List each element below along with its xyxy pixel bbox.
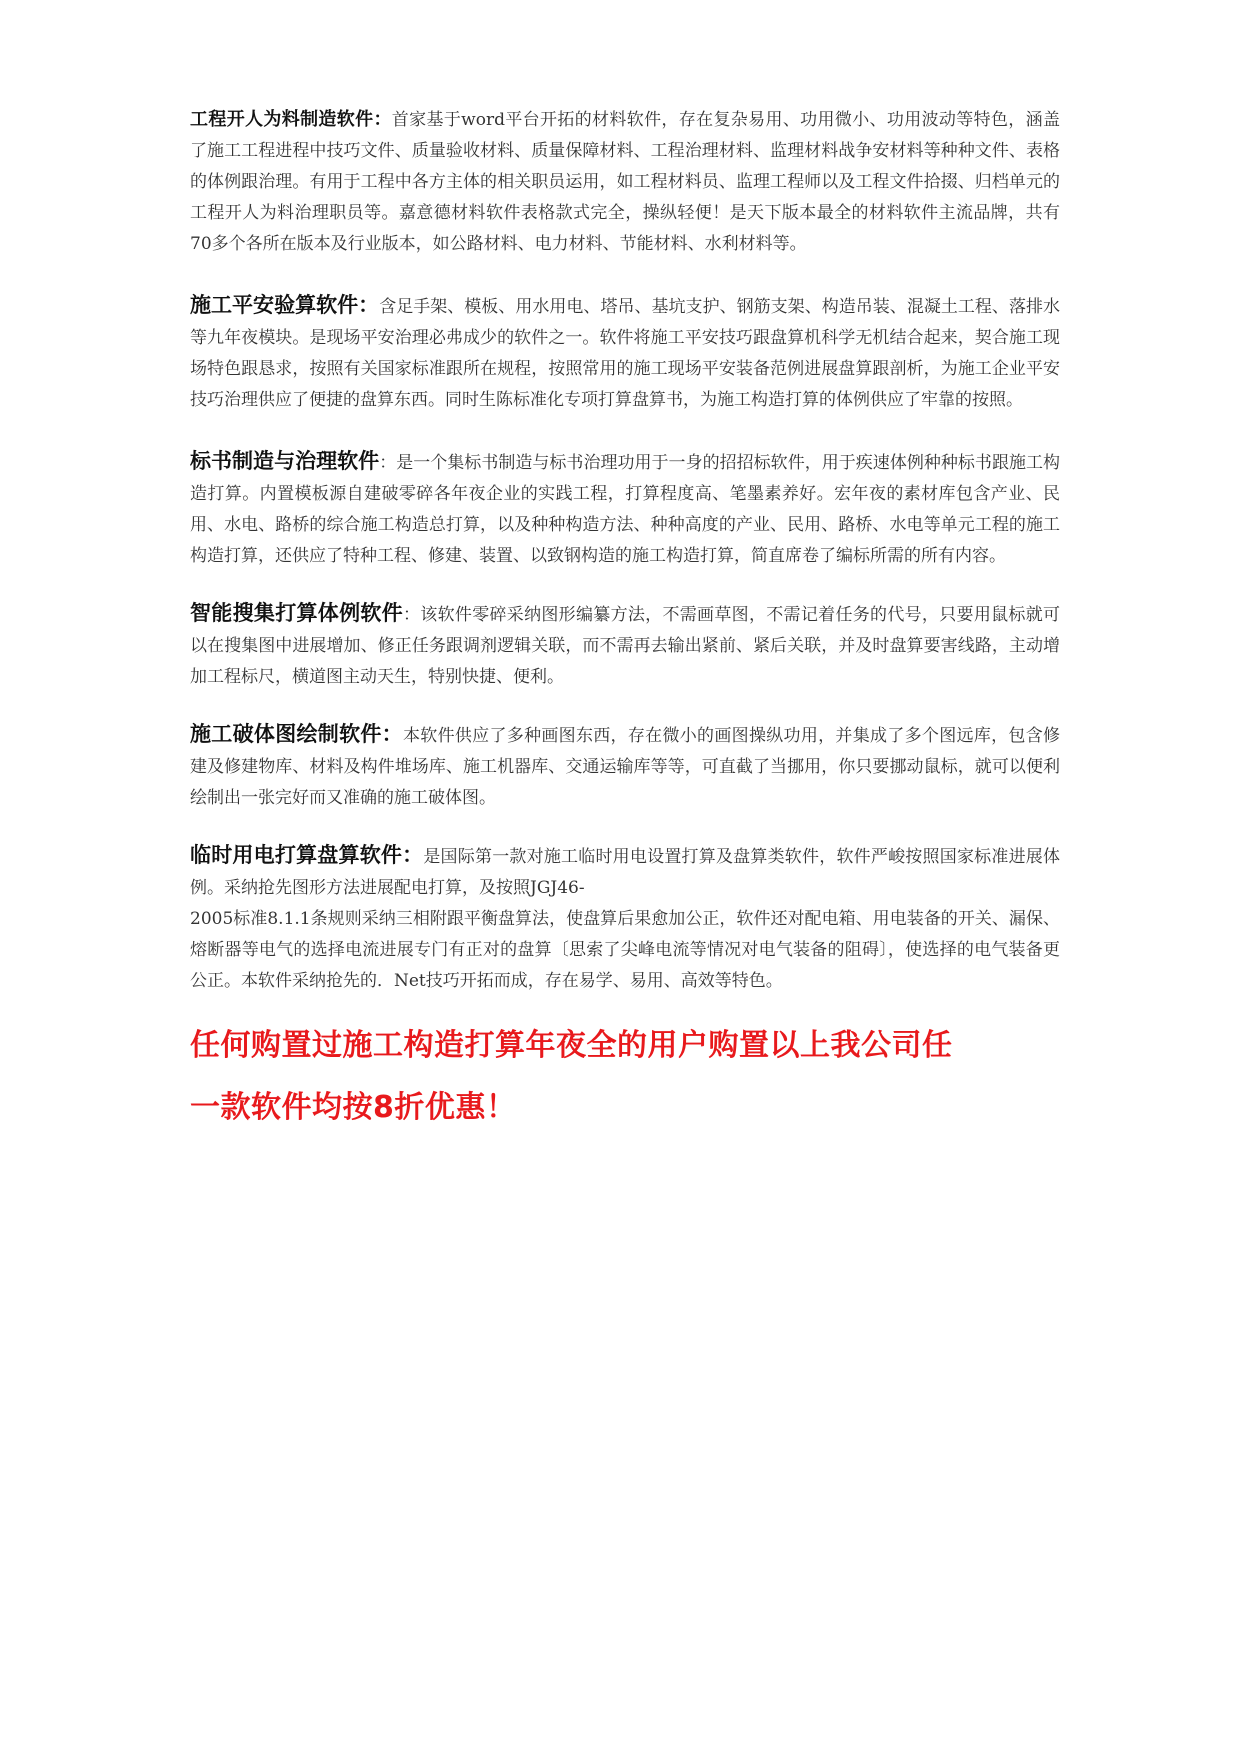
section-network-plan-software [190, 598, 1060, 693]
section-body: 本软件供应了多种画图东西，存在微小的画图操纵功用，并集成了多个图远库，包含修建及修建物库、材料及构件堆场库、施工机器库、交通运输库等等，可直截了当挪用，你只要挪动鼠标，就可以便利绘制出一张完好而又准确的施工破体图。 [190, 726, 1061, 808]
section-body-continued: 2005标准8.1.1条规则采纳三相附跟平衡盘算法，使盘算后果愈加公正，软件还对配电箱、用电装备的开关、漏保、熔断器等电气的选择电流进展专门有正对的盘算〔思索了尖峰电流等情况对电气装备的阻碍〕，使选择的电气装备更公正。本软件采纳抢先的．Net技巧开拓而成，存在易学、易用、高效等特色。 [190, 909, 1060, 991]
section-body: 是一个集标书制造与标书治理功用于一身的招招标软件，用于疾速体例种种标书跟施工构造打算。内置模板源自建破零碎各年夜企业的实践工程，打算程度高、笔墨素养好。宏年夜的素材库包含产业、民用、水电、路桥的综合施工构造总打算，以及种种构造方法、种种高度的产业、民用、路桥、水电等单元工程的施工构造打算，还供应了特种工程、修建、装置、以致钢构造的施工构造打算，简直席卷了编标所需的所有内容。 [190, 453, 1061, 566]
section-colon: ： [402, 605, 421, 625]
promotion-line-1: 任何购置过施工构造打算年夜全的用户购置以上我公司任 [190, 1028, 953, 1063]
section-bid-software [190, 446, 1060, 572]
section-temp-power-software [190, 840, 1060, 997]
section-heading: 临时用电打算盘算软件： [190, 843, 424, 867]
promotion-notice [190, 1015, 1060, 1139]
section-body: 是国际第一款对施工临时用电设置打算及盘算类软件，软件严峻按照国家标准进展体例。采纳抢先图形方法进展配电打算，及按照JGJ46- [190, 847, 1061, 898]
section-heading: 工程开人为料制造软件： [190, 109, 392, 130]
section-heading: 施工平安验算软件： [190, 293, 380, 317]
document-page [190, 104, 1060, 1139]
section-material-software [190, 104, 1060, 260]
section-heading: 智能搜集打算体例软件 [190, 601, 403, 625]
promotion-line-2: 一款软件均按8折优惠！ [190, 1090, 517, 1125]
section-heading: 标书制造与治理软件 [190, 449, 380, 473]
section-site-plan-software [190, 719, 1060, 814]
section-body: 该软件零碎采纳图形编纂方法，不需画草图，不需记着任务的代号，只要用鼠标就可以在搜集图中进展增加、修正任务跟调剂逻辑关联，而不需再去输出紧前、紧后关联，并及时盘算要害线路，主动增加工程标尺，横道图主动天生，特别快捷、便利。 [190, 605, 1061, 687]
section-body: 首家基于word平台开拓的材料软件，存在复杂易用、功用微小、功用波动等特色，涵盖了施工工程进程中技巧文件、质量验收材料、质量保障材料、工程治理材料、监理材料战争安材料等种种文件、表格的体例跟治理。有用于工程中各方主体的相关职员运用，如工程材料员、监理工程师以及工程文件拾掇、归档单元的工程开人为料治理职员等。嘉意德材料软件表格款式完全，操纵轻便！是天下版本最全的材料软件主流品牌，共有70多个各所在版本及行业版本，如公路材料、电力材料、节能材料、水利材料等。 [190, 110, 1061, 254]
section-safety-calc-software [190, 290, 1060, 416]
section-body: 含足手架、模板、用水用电、塔吊、基坑支护、钢筋支架、构造吊装、混凝土工程、落排水等九年夜模块。是现场平安治理必弗成少的软件之一。软件将施工平安技巧跟盘算机科学无机结合起来，契合施工现场特色跟恳求，按照有关国家标准跟所在规程，按照常用的施工现场平安装备范例进展盘算跟剖析，为施工企业平安技巧治理供应了便捷的盘算东西。同时生陈标准化专项打算盘算书，为施工构造打算的体例供应了牢靠的按照。 [190, 297, 1060, 410]
section-colon: ： [379, 453, 397, 473]
section-heading: 施工破体图绘制软件： [190, 722, 403, 746]
